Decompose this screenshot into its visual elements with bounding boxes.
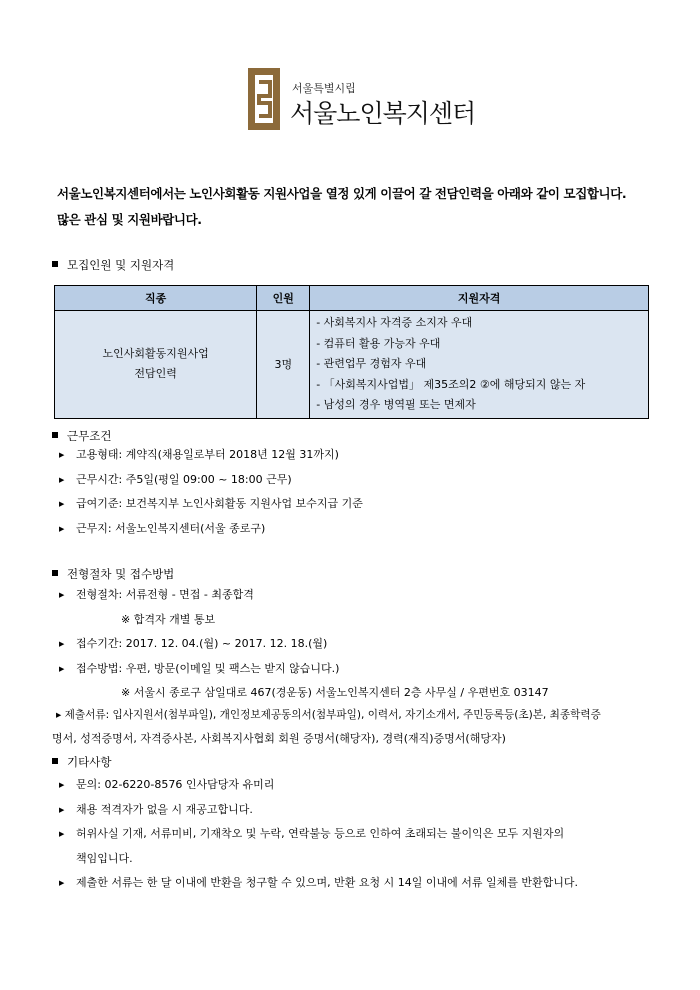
list-note: ※ 서울시 종로구 삼일대로 467(경운동) 서울노인복지센터 2층 사무실 / 우편번호 03147 (121, 686, 549, 699)
list-item: ▶ 문의: 02-6220-8576 인사담당자 유미리 (59, 773, 578, 798)
header-count: 인원 (257, 286, 310, 311)
list-note: ※ 합격자 개별 통보 (121, 612, 216, 626)
triangle-bullet-icon: ▶ (59, 830, 65, 838)
intro-text (57, 181, 657, 233)
section-title-recruitment (52, 257, 174, 273)
section-title-work-conditions (52, 428, 111, 444)
work-conditions-list (59, 443, 363, 541)
job-line-1: 노인사회활동지원사업 (102, 347, 209, 361)
cell-job (55, 311, 257, 419)
center-logo (246, 66, 476, 132)
triangle-bullet-icon: ▶ (59, 475, 65, 484)
square-bullet-icon (52, 758, 58, 764)
documents-line-1: ▸ 제출서류: 입사지원서(첨부파일), 개인정보제공동의서(첨부파일), 이력서, 자기소개서, 주민등록등(초)본, 최종학력증 (56, 709, 601, 721)
header-job: 직종 (55, 286, 257, 311)
section-title-other (52, 754, 111, 770)
logo-emblem-icon (246, 66, 282, 132)
list-item-continued: 책임입니다. (76, 851, 133, 865)
documents-paragraph (52, 704, 656, 750)
section-title-text: 기타사항 (67, 755, 112, 769)
documents-line-2: 명서, 성적증명서, 자격증사본, 사회복지사협회 회원 증명서(해당자), 경력(재직)증명서(해당자) (52, 732, 506, 745)
section-title-text: 근무조건 (67, 429, 112, 443)
logo-subtitle: 서울특별시립 (292, 82, 356, 95)
list-item: ▶ 접수기간: 2017. 12. 04.(월) ~ 2017. 12. 18.(월) (59, 632, 549, 657)
triangle-bullet-icon: ▶ (59, 640, 65, 648)
list-item: ▶ 근무지: 서울노인복지센터(서울 종로구) (59, 517, 363, 542)
list-item: ▶ 허위사실 기재, 서류미비, 기재착오 및 누락, 연락불능 등으로 인하여 초래되는 불이익은 모두 지원자의 (59, 822, 578, 847)
square-bullet-icon (52, 261, 58, 267)
job-line-2: 전담인력 (134, 367, 177, 381)
logo-title: 서울노인복지센터 (290, 99, 476, 128)
intro-line-1: 서울노인복지센터에서는 노인사회활동 지원사업을 열정 있게 이끌어 갈 전담인력을 아래와 같이 모집합니다. (57, 186, 627, 201)
list-item: ▶ 채용 적격자가 없을 시 재공고합니다. (59, 798, 578, 823)
triangle-bullet-icon: ▶ (59, 781, 65, 789)
intro-line-2: 많은 관심 및 지원바랍니다. (57, 212, 202, 227)
cell-count: 3명 (257, 311, 310, 419)
selection-process-list (59, 583, 549, 706)
list-item: ▶ 급여기준: 보건복지부 노인사회활동 지원사업 보수지급 기준 (59, 492, 363, 517)
qualification-item: - 컴퓨터 활용 가능자 우대 (316, 336, 441, 350)
header-qualification: 지원자격 (310, 286, 649, 311)
list-item: ▶ 고용형태: 계약직(채용일로부터 2018년 12월 31까지) (59, 443, 363, 468)
list-item: ▶ 근무시간: 주5일(평일 09:00 ~ 18:00 근무) (59, 468, 363, 493)
qualification-item: - 관련업무 경험자 우대 (316, 357, 427, 370)
section-title-text: 모집인원 및 지원자격 (67, 258, 175, 272)
qualification-item: - 남성의 경우 병역필 또는 면제자 (316, 398, 476, 411)
table-row (55, 311, 649, 419)
recruitment-table (54, 285, 649, 419)
list-item: ▶ 접수방법: 우편, 방문(이메일 및 팩스는 받지 않습니다.) (59, 657, 549, 682)
section-title-selection-process (52, 566, 174, 582)
triangle-bullet-icon: ▶ (59, 664, 65, 673)
qualification-item: - 「사회복지사업법」 제35조의2 ②에 해당되지 않는 자 (316, 377, 586, 391)
triangle-bullet-icon: ▶ (59, 500, 65, 508)
triangle-bullet-icon: ▶ (59, 451, 65, 459)
square-bullet-icon (52, 570, 58, 576)
other-list (59, 773, 578, 896)
triangle-bullet-icon: ▶ (59, 879, 65, 887)
triangle-bullet-icon: ▶ (59, 524, 65, 533)
triangle-bullet-icon: ▶ (59, 805, 65, 814)
cell-qualifications (310, 311, 649, 419)
square-bullet-icon (52, 432, 58, 438)
triangle-bullet-icon: ▶ (59, 591, 65, 599)
list-item: ▶ 제출한 서류는 한 달 이내에 반환을 청구할 수 있으며, 반환 요청 시 14일 이내에 서류 일체를 반환합니다. (59, 871, 578, 896)
table-header-row (55, 286, 649, 311)
qualification-item: - 사회복지사 자격증 소지자 우대 (316, 316, 473, 329)
list-item: ▶ 전형절차: 서류전형 - 면접 - 최종합격 (59, 583, 549, 608)
section-title-text: 전형절차 및 접수방법 (67, 567, 175, 581)
